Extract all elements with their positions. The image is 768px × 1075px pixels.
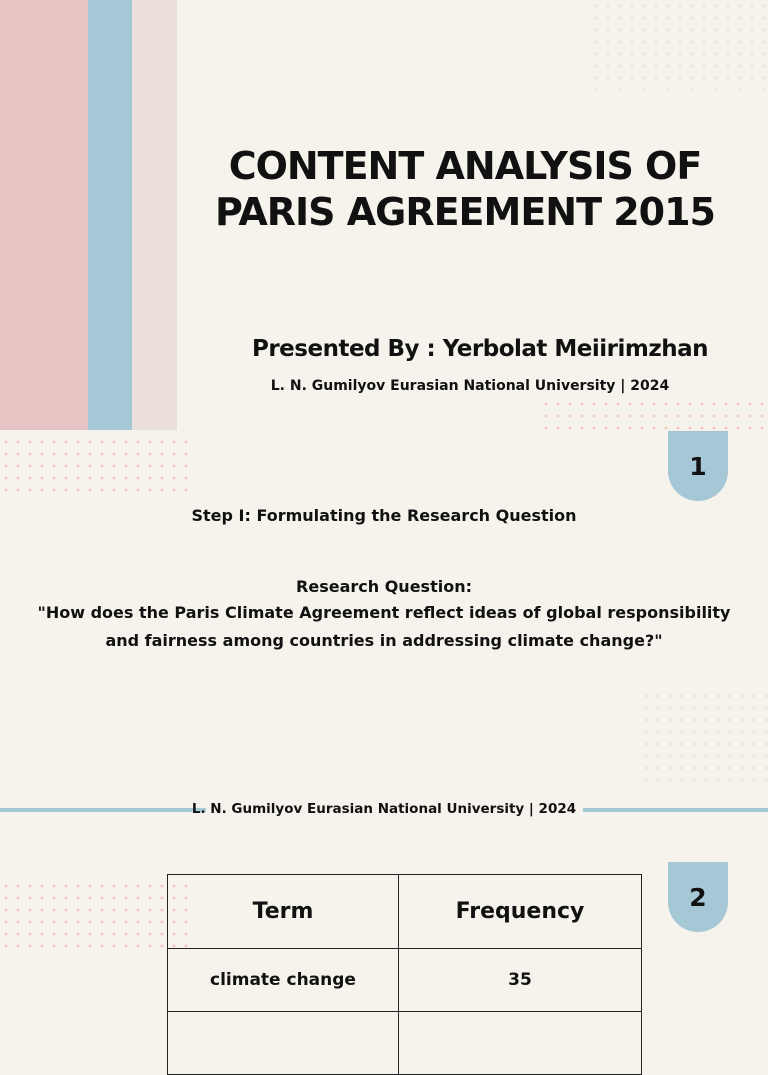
decor-dots-top-right: [590, 0, 768, 90]
table-row: [168, 1012, 642, 1075]
presenter-name: Presented By : Yerbolat Meiirimzhan: [251, 336, 709, 362]
table-cell-frequency: 35: [399, 949, 642, 1012]
research-question-text: "How does the Paris Climate Agreement reflect ideas of global responsibility and fairness among countries in addressing climate change?": [37, 603, 731, 650]
header-term: Term: [168, 875, 399, 949]
header-frequency: Frequency: [399, 875, 642, 949]
research-question-label: Research Question:: [296, 577, 472, 596]
decor-dots-right: [640, 690, 768, 790]
decor-stripe-blue: [88, 0, 132, 430]
decor-stripe-pink: [0, 0, 88, 430]
title-line-1: CONTENT ANALYSIS OF: [228, 144, 702, 188]
page-number: 2: [689, 882, 707, 912]
decor-dots-mid-right: [540, 398, 768, 432]
footer-university: L. N. Gumilyov Eurasian National University | 2024: [191, 801, 577, 817]
slide-title: [170, 143, 760, 235]
term-frequency-table: [167, 874, 642, 1075]
table-cell-term: [168, 1012, 399, 1075]
table-row: [168, 949, 642, 1012]
page-number-badge-1: [668, 431, 728, 501]
page-number-badge-2: [668, 862, 728, 932]
table-cell-frequency: [399, 1012, 642, 1075]
decor-dots-left: [0, 436, 196, 492]
page-number: 1: [689, 451, 707, 481]
table-header-row: [168, 875, 642, 949]
university-label: L. N. Gumilyov Eurasian National University | 2024: [270, 378, 670, 394]
decor-dots-bottom-left: [0, 880, 190, 950]
table-cell-term: climate change: [168, 949, 399, 1012]
title-line-2: PARIS AGREEMENT 2015: [214, 190, 716, 234]
step-heading: Step I: Formulating the Research Question: [191, 506, 577, 525]
